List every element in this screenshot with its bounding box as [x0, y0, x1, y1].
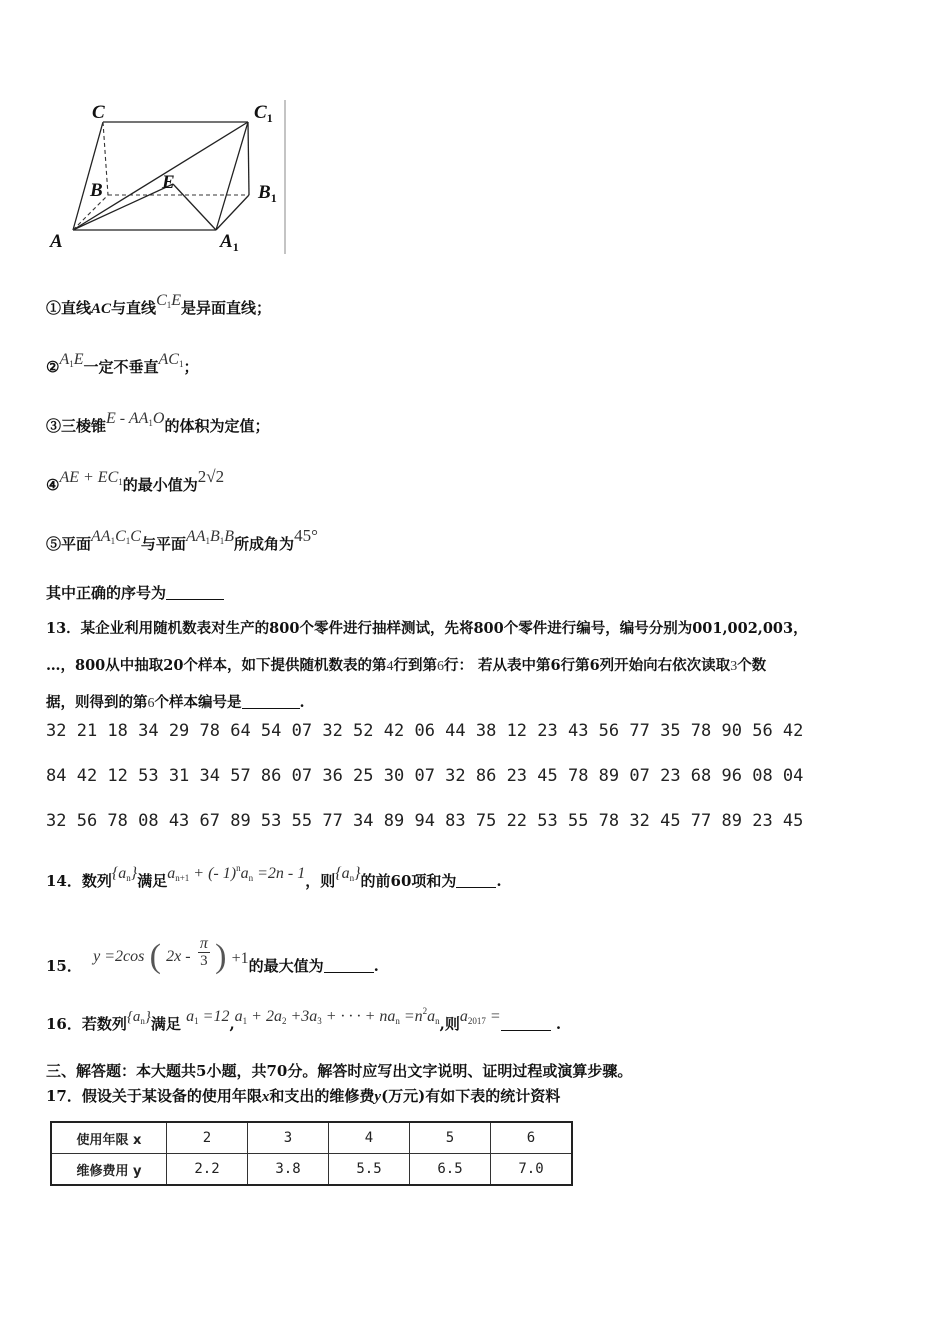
q15: 15． y =2cos ( 2x - $\frac{\pi}{3}$ ) +1的最大值为 . — [46, 935, 379, 975]
answer-blank[interactable] — [324, 972, 374, 973]
statement-2: $②A_1E$一定不垂直$AC_1$； — [46, 351, 199, 376]
table-cell: 3.8 — [248, 1154, 329, 1186]
q14: 14．数列$\{a_n\}$满足$a_{n+1}$ + (- $1)^na_n =2n - 1$，则$\{a_n\}$的前60项和为 . — [46, 863, 502, 890]
q13-line-3: 据，则得到的第6个样本编号是 . — [46, 694, 305, 711]
table-header-years: 使用年限 x — [51, 1122, 167, 1154]
answer-blank[interactable] — [456, 887, 496, 888]
table-cell: 2.2 — [167, 1154, 248, 1186]
table-cell: 6.5 — [410, 1154, 491, 1186]
answer-blank[interactable] — [501, 1030, 551, 1031]
stat-table — [50, 1121, 573, 1186]
edge-a-c1 — [73, 122, 248, 230]
label-a: A — [50, 231, 63, 252]
table-row — [51, 1122, 572, 1154]
answer-blank[interactable] — [166, 599, 224, 600]
table-cell: 5 — [410, 1122, 491, 1154]
table-cell: 7.0 — [491, 1154, 573, 1186]
table-cell: 6 — [491, 1122, 573, 1154]
answer-blank[interactable] — [242, 708, 300, 709]
label-b: B — [90, 180, 103, 201]
random-table-row: 32 21 18 34 29 78 64 54 07 32 52 42 06 44 38 12 23 43 56 77 35 78 90 56 42 — [46, 721, 804, 741]
random-table-row: 32 56 78 08 43 67 89 53 55 77 34 89 94 83 75 22 53 55 78 32 45 77 89 23 45 — [46, 811, 804, 831]
table-cell: 5.5 — [329, 1154, 410, 1186]
table-row — [51, 1154, 572, 1186]
label-e: E — [162, 172, 175, 193]
section-heading: 三、解答题：本大题共5小题，共70分。解答时应写出文字说明、证明过程或演算步骤。 — [46, 1062, 633, 1080]
label-a1: $A_1$ — [220, 231, 239, 254]
q17: 17．假设关于某设备的使用年限x和支出的维修费y(万元)有如下表的统计资料 — [46, 1087, 561, 1105]
q13-line-1: 13．某企业利用随机数表对生产的800个零件进行抽样测试，先将800个零件进行编号，编号分别为001,002,003， — [46, 620, 808, 637]
label-c: C — [92, 102, 105, 123]
edge-c1-b1 — [248, 122, 249, 195]
table-cell: 2 — [167, 1122, 248, 1154]
table-cell: 3 — [248, 1122, 329, 1154]
label-c1: $C_1$ — [254, 102, 273, 125]
table-cell: 4 — [329, 1122, 410, 1154]
prism-figure — [40, 92, 300, 262]
statement-1: ①直线AC与直线$C_1E$是异面直线； — [46, 292, 272, 317]
statement-3: ③三棱锥E - $AA_1O$的体积为定值； — [46, 410, 270, 435]
edge-e-a1 — [173, 184, 216, 230]
q12-answer-prompt: 其中正确的序号为 — [46, 582, 224, 603]
random-table-row: 84 42 12 53 31 34 57 86 07 36 25 30 07 32 86 23 45 78 89 07 23 68 96 08 04 — [46, 766, 804, 786]
edge-a-e — [73, 184, 173, 230]
label-b1: $B_1$ — [258, 182, 277, 205]
statement-4: ④AE + $EC_1$的最小值为2√2 — [46, 467, 225, 494]
table-header-cost: 维修费用 y — [51, 1154, 167, 1186]
q16: 16．若数列$\{a_n\}$满足 $a_1 =12,a_1 + 2a_2 +3a_3$ + · · · + $na_n =n^2a_n$,则$a_{2017}$ = . — [46, 1006, 562, 1033]
q13-line-2: …，800从中抽取20个样本，如下提供随机数表的第4行到第6行： 若从表中第6行第6列开始向右依次读取3个数 — [46, 657, 767, 674]
edge-c-b-hidden — [103, 122, 108, 195]
statement-5: ⑤平面$AA_1C_1C$与平面$AA_1B_1B$所成角为45° — [46, 526, 318, 553]
